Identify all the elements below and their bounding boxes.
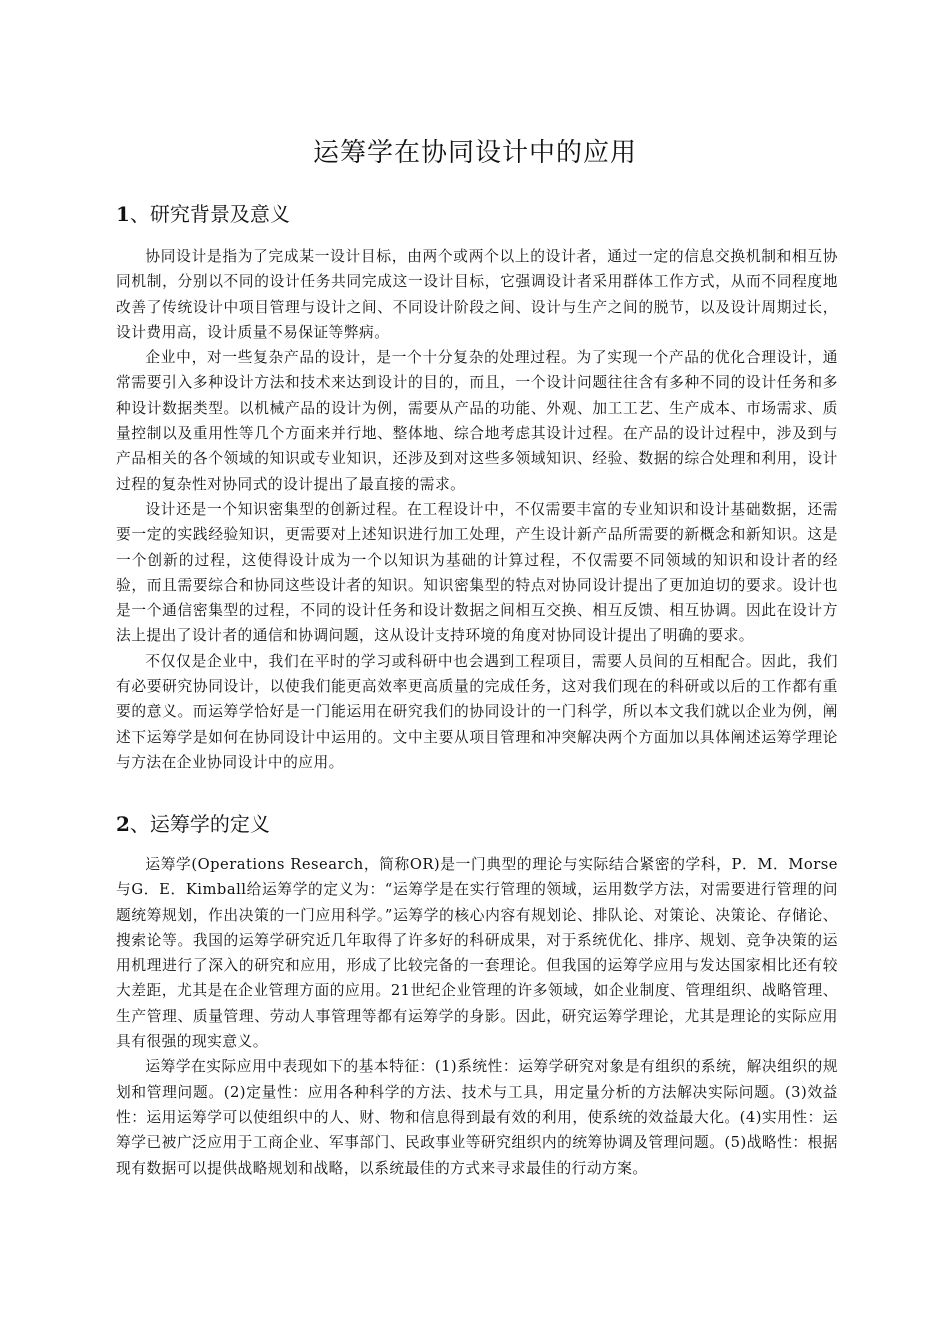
document-title: 运筹学在协同设计中的应用 (312, 138, 637, 168)
section-2-body (116, 852, 838, 1181)
section-2-paragraph-1: 运筹学(Operations Research，简称OR)是一门典型的理论与实际结合紧密的学科，P．M．Morse与G．E．Kimball给运筹学的定义为：“运筹学是在实行管理的领域，运用数学方法，对需要进行管理的问题统筹规划，作出决策的一门应用科学。”运筹学的核心内容有规划论、排队论、对策论、决策论、存储论、搜索论等。我国的运筹学研究近几年取得了许多好的科研成果，对于系统优化、排序、规划、竞争决策的运用机理进行了深入的研究和应用，形成了比较完备的一套理论。但我国的运筹学应用与发达国家相比还有较大差距，尤其是在企业管理方面的应用。21世纪企业管理的许多领域，如企业制度、管理组织、战略管理、生产管理、质量管理、劳动人事管理等都有运筹学的身影。因此，研究运筹学理论，尤其是理论的实际应用具有很强的现实意义。 (116, 856, 838, 1051)
section-2-heading (116, 809, 270, 839)
section-1-paragraph-1: 协同设计是指为了完成某一设计目标，由两个或两个以上的设计者，通过一定的信息交换机制和相互协同机制，分别以不同的设计任务共同完成这一设计目标，它强调设计者采用群体工作方式，从而不同程度地改善了传统设计中项目管理与设计之间、不同设计阶段之间、设计与生产之间的脱节，以及设计周期过长，设计费用高，设计质量不易保证等弊病。 (116, 248, 838, 341)
section-1-body (116, 244, 838, 775)
section-2-number: 2 (116, 812, 130, 836)
section-1-paragraph-4: 不仅仅是企业中，我们在平时的学习或科研中也会遇到工程项目，需要人员间的互相配合。因此，我们有必要研究协同设计，以使我们能更高效率更高质量的完成任务，这对我们现在的科研或以后的工作都有重要的意义。而运筹学恰好是一门能运用在研究我们的协同设计的一门科学，所以本文我们就以企业为例，阐述下运筹学是如何在协同设计中运用的。文中主要从项目管理和冲突解决两个方面加以具体阐述运筹学理论与方法在企业协同设计中的应用。 (116, 652, 838, 771)
section-1-paragraph-2: 企业中，对一些复杂产品的设计，是一个十分复杂的处理过程。为了实现一个产品的优化合理设计，通常需要引入多种设计方法和技术来达到设计的目的，而且，一个设计问题往往含有多种不同的设计任务和多种设计数据类型。以机械产品的设计为例，需要从产品的功能、外观、加工工艺、生产成本、市场需求、质量控制以及重用性等几个方面来并行地、整体地、综合地考虑其设计过程。在产品的设计过程中，涉及到与产品相关的各个领域的知识或专业知识，还涉及到对这些多领域知识、经验、数据的综合处理和利用，设计过程的复杂性对协同式的设计提出了最直接的需求。 (116, 349, 838, 493)
section-2-paragraph-2: 运筹学在实际应用中表现如下的基本特征：(1)系统性：运筹学研究对象是有组织的系统，解决组织的规划和管理问题。(2)定量性：应用各种科学的方法、技术与工具，用定量分析的方法解决实际问题。(3)效益性：运用运筹学可以使组织中的人、财、物和信息得到最有效的利用，使系统的效益最大化。(4)实用性：运筹学已被广泛应用于工商企业、军事部门、民政事业等研究组织内的统筹协调及管理问题。(5)战略性：根据现有数据可以提供战略规划和战略，以系统最佳的方式来寻求最佳的行动方案。 (116, 1058, 838, 1177)
section-1-heading (116, 199, 290, 229)
section-1-heading-text: 、研究背景及意义 (129, 202, 290, 226)
section-1-number: 1 (116, 202, 130, 226)
section-1-paragraph-3: 设计还是一个知识密集型的创新过程。在工程设计中，不仅需要丰富的专业知识和设计基础数据，还需要一定的实践经验知识，更需要对上述知识进行加工处理，产生设计新产品所需要的新概念和新知识。这是一个创新的过程，这使得设计成为一个以知识为基础的计算过程，不仅需要不同领域的知识和设计者的经验，而且需要综合和协同这些设计者的知识。知识密集型的特点对协同设计提出了更加迫切的要求。设计也是一个通信密集型的过程，不同的设计任务和设计数据之间相互交换、相互反馈、相互协调。因此在设计方法上提出了设计者的通信和协调问题，这从设计支持环境的角度对协同设计提出了明确的要求。 (116, 500, 838, 645)
section-2-heading-text: 、运筹学的定义 (129, 812, 270, 836)
